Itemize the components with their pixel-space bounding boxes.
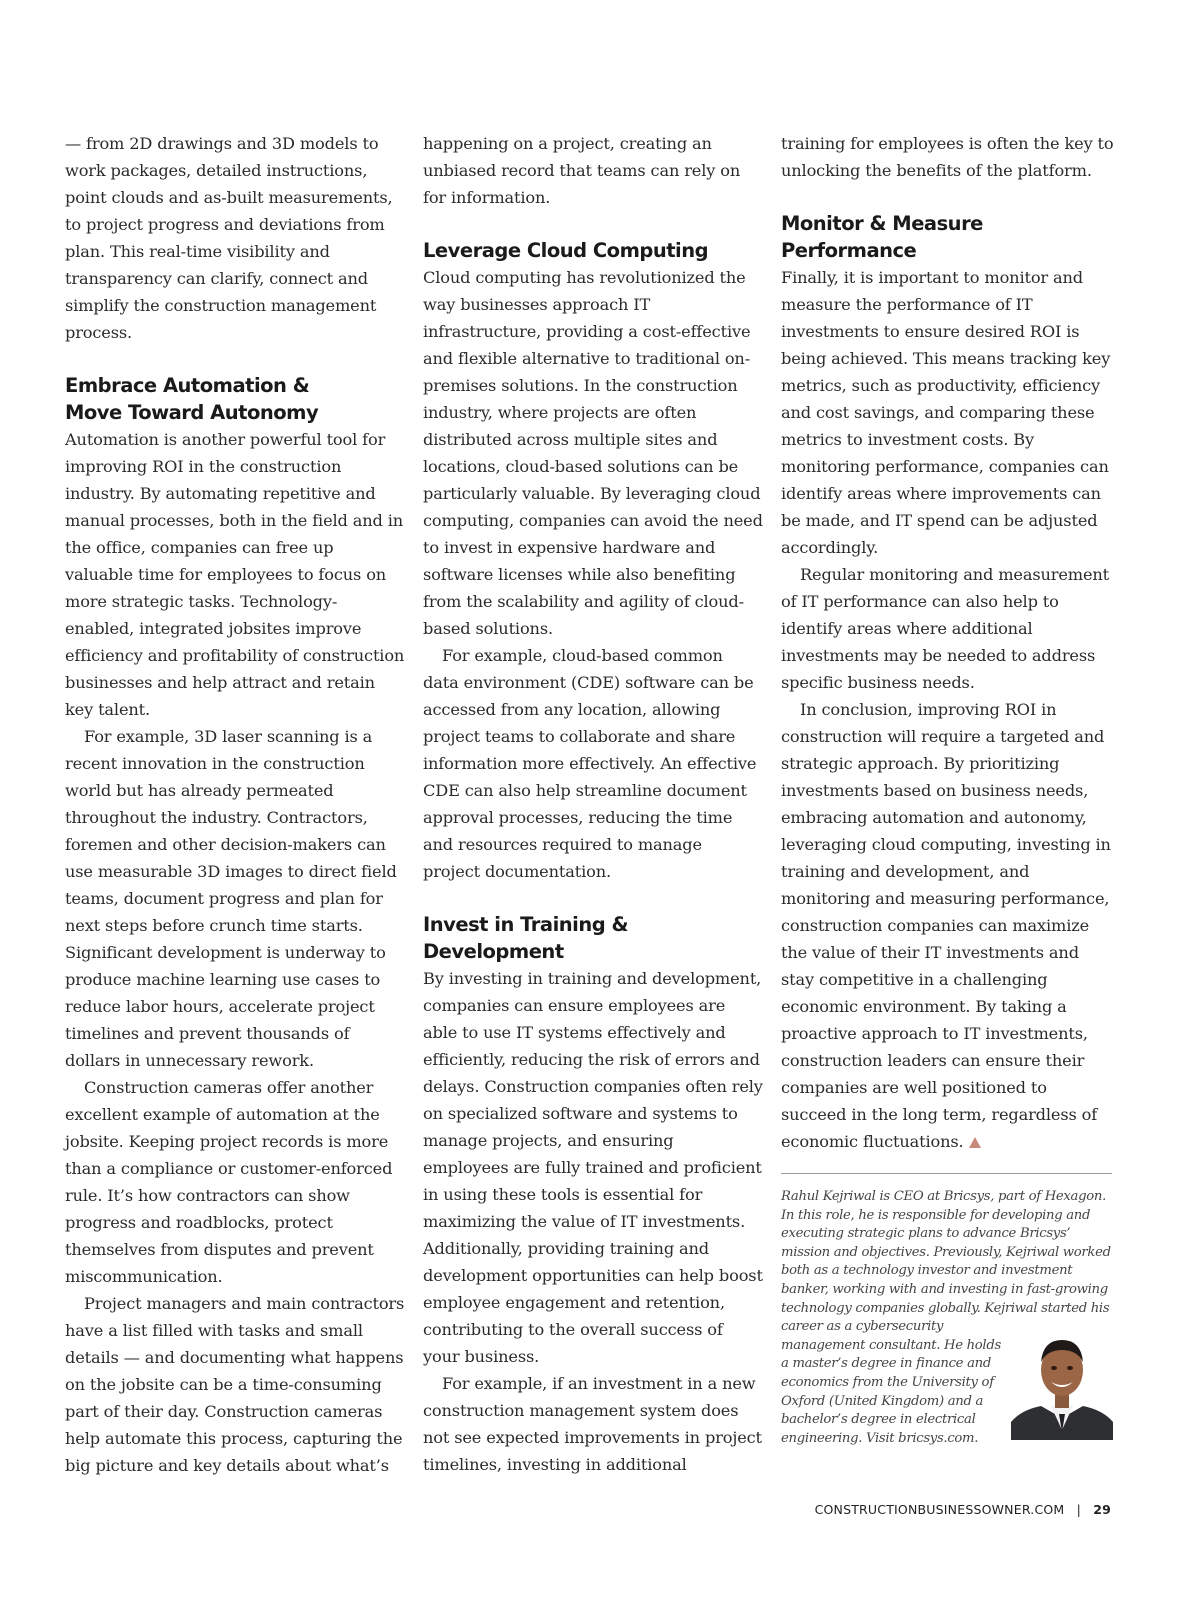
column-3 (781, 130, 1116, 1155)
bio-divider (781, 1173, 1112, 1174)
paragraph: For example, 3D laser scanning is a recent innovation in the construction world but has already permeated throughout the industry. Contractors, foremen and other decision-makers can use measurable 3D images to direct field teams, document progress and plan for next steps before crunch time starts. Significant development is underway to produce machine learning use cases to reduce labor hours, accelerate project timelines and prevent thousands of dollars in unnecessary rework. (65, 727, 397, 1070)
paragraph: Cloud computing has revolutionized the way businesses approach IT infrastructure, providing a cost-effective and flexible alternative to traditional on-premises solutions. In the construction industry, where projects are often distributed across multiple sites and locations, cloud-based solutions can be particularly valuable. By leveraging cloud computing, companies can avoid the need to invest in expensive hardware and software licenses while also benefiting from the scalability and agility of cloud-based solutions. (423, 268, 763, 638)
author-bio (781, 1188, 1113, 1448)
paragraph: By investing in training and development, companies can ensure employees are able to use IT systems effectively and efficiently, reducing the risk of errors and delays. Construction companies often rely on specialized software and systems to manage projects, and ensuring employees are fully trained and proficient in using these tools is essential for maximizing the value of IT investments. Additionally, providing training and development opportunities can help boost employee engagement and retention, contributing to the overall success of your business. (423, 969, 763, 1366)
paragraph: For example, cloud-based common data environment (CDE) software can be accessed from any location, allowing project teams to collaborate and share information more effectively. An effective CDE can also help streamline document approval processes, reducing the time and resources required to manage project documentation. (423, 646, 757, 881)
paragraph: training for employees is often the key to unlocking the benefits of the platform. (781, 134, 1114, 180)
paragraph: Finally, it is important to monitor and measure the performance of IT investments to ensure desired ROI is being achieved. This means tracking key metrics, such as productivity, efficiency and cost savings, and comparing these metrics to investment costs. By monitoring performance, companies can identify areas where improvements can be made, and IT spend can be adjusted accordingly. (781, 268, 1111, 557)
paragraph: Regular monitoring and measurement of IT performance can also help to identify areas where additional investments may be needed to address specific business needs. (781, 565, 1110, 692)
section-heading-cloud: Leverage Cloud Computing (423, 239, 709, 262)
column-1 (65, 130, 405, 1479)
column-2 (423, 130, 763, 1478)
paragraph: happening on a project, creating an unbiased record that teams can rely on for information. (423, 134, 741, 207)
page-footer (600, 1502, 1111, 1517)
section-heading-monitor: Monitor & Measure Performance (781, 212, 983, 262)
paragraph: For example, if an investment in a new construction management system does not see expected improvements in project timelines, investing in additional (423, 1374, 762, 1474)
author-photo-icon (1011, 1332, 1113, 1440)
paragraph-text: In conclusion, improving ROI in construction will require a targeted and strategic approach. By prioritizing investments based on business needs, embracing automation and autonomy, leveraging cloud computing, investing in training and development, and monitoring and measuring performance, construction companies can maximize the value of their IT investments and stay competitive in a challenging economic environment. By taking a proactive approach to IT investments, construction leaders can ensure their companies are well positioned to succeed in the long term, regardless of economic fluctuations. (781, 700, 1111, 1151)
end-of-article-icon (969, 1137, 981, 1148)
paragraph: Construction cameras offer another excellent example of automation at the jobsite. Keeping project records is more than a compliance or customer-enforced rule. It’s how contractors can show progress and roadblocks, protect themselves from disputes and prevent miscommunication. (65, 1078, 393, 1286)
author-photo (1011, 1332, 1113, 1440)
author-bio-text: Rahul Kejriwal is CEO at Bricsys, part of Hexagon. In this role, he is responsible for developing and executing strategic plans to advance Bricsys’ mission and objectives. Previously, Kejriwal worked both as a technology investor and investment banker, working with and investing in fast-growing technology companies globally. Kejriwal started his career as a cybersecurity management consultant. He holds a master’s degree in finance and economics from the University of Oxford (United Kingdom) and a bachelor’s degree in electrical engineering. Visit bricsys.com. (781, 1189, 1111, 1446)
paragraph: Project managers and main contractors have a list filled with tasks and small details — and documenting what happens on the jobsite can be a time-consuming part of their day. Construction cameras help automate this process, capturing the big picture and key details about what’s (65, 1294, 405, 1475)
footer-separator: | (1076, 1502, 1082, 1517)
section-heading-automation: Embrace Automation & Move Toward Autonomy (65, 374, 319, 424)
paragraph-conclusion (781, 696, 1116, 1155)
section-heading-training: Invest in Training & Development (423, 913, 628, 963)
footer-site: CONSTRUCTIONBUSINESSOWNER.COM (814, 1502, 1065, 1517)
paragraph: Automation is another powerful tool for improving ROI in the construction industry. By automating repetitive and manual processes, both in the field and in the office, companies can free up valuable time for employees to focus on more strategic tasks. Technology-enabled, integrated jobsites improve efficiency and profitability of construction businesses and help attract and retain key talent. (65, 430, 405, 719)
paragraph: — from 2D drawings and 3D models to work packages, detailed instructions, point clouds and as-built measurements, to project progress and deviations from plan. This real-time visibility and transparency can clarify, connect and simplify the construction management process. (65, 134, 393, 342)
page-number: 29 (1093, 1502, 1111, 1517)
